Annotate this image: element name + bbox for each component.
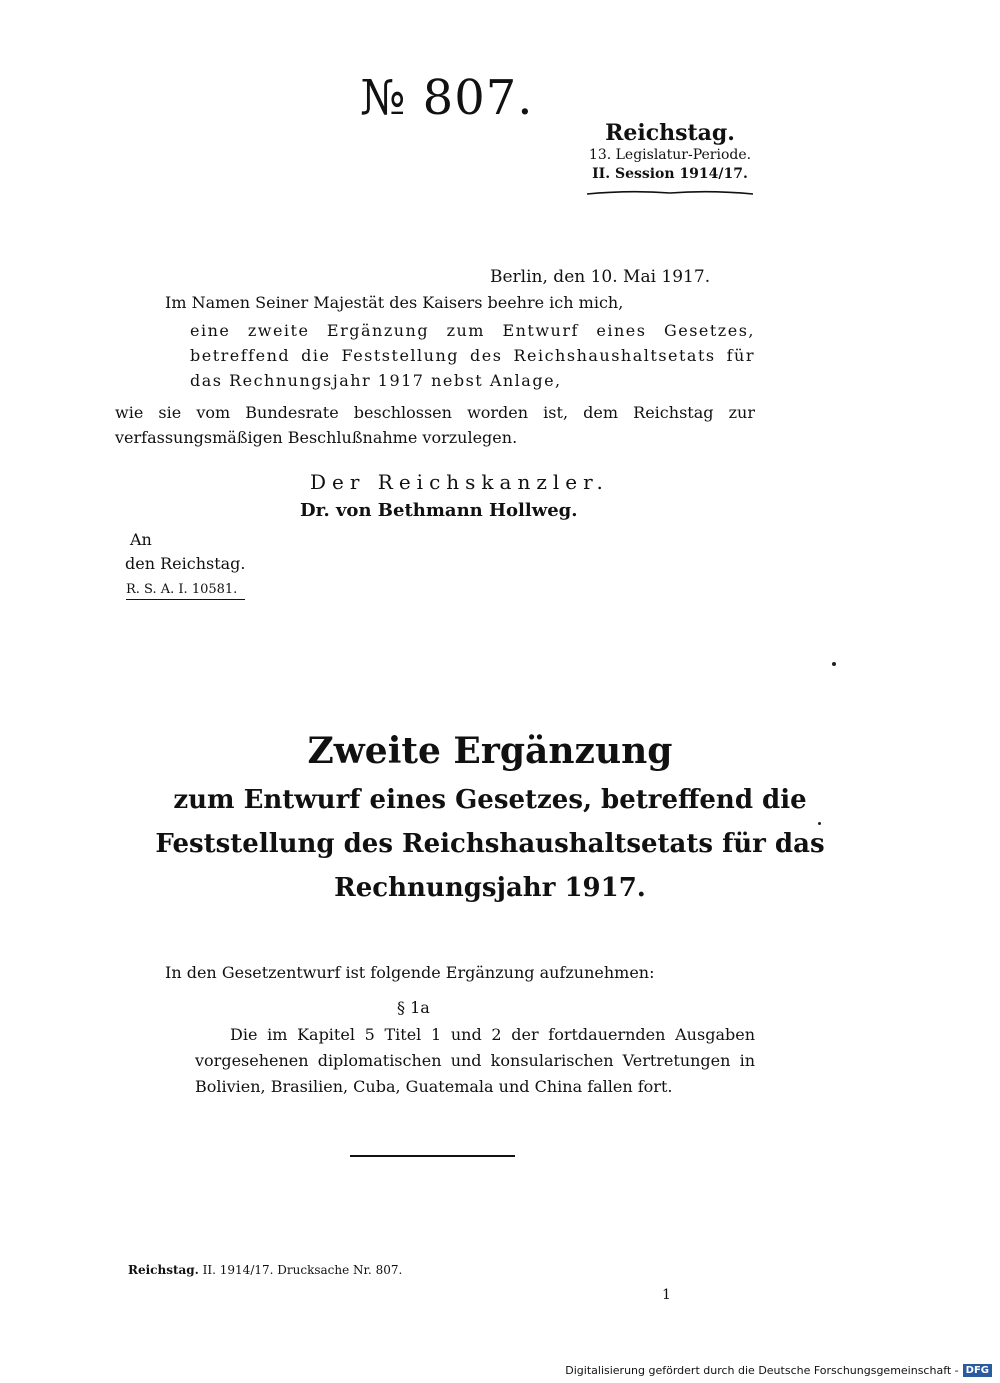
- letter-opening: Im Namen Seiner Majestät des Kaisers beehre ich mich,: [165, 293, 624, 312]
- header-flourish: [585, 188, 755, 198]
- title-line-3: Feststellung des Reichshaushaltsetats für das: [155, 829, 825, 859]
- document-number: № 807.: [360, 70, 534, 126]
- scan-speck: [818, 822, 821, 825]
- reference-number: R. S. A. I. 10581.: [126, 582, 245, 600]
- funding-note-text: Digitalisierung gefördert durch die Deutsche Forschungsgemeinschaft -: [565, 1364, 959, 1377]
- amendment-intro: In den Gesetzentwurf ist folgende Ergänzung aufzunehmen:: [165, 963, 655, 982]
- addressee: den Reichstag.: [125, 554, 246, 573]
- letter-subject: eine zweite Ergänzung zum Entwurf eines Gesetzes, betreffend die Feststellung des Reichshaushaltsetats für das Rechnungsjahr 1917 nebst Anlage,: [190, 321, 755, 390]
- amendment-text: Die im Kapitel 5 Titel 1 und 2 der fortdauernden Ausgaben vorgesehenen diplomatischen und konsularischen Vertretungen in Bolivien, Brasilien, Cuba, Guatemala und China fallen fort.: [195, 1025, 755, 1096]
- funding-note: [565, 1364, 992, 1377]
- letter-date: Berlin, den 10. Mai 1917.: [490, 267, 711, 287]
- dfg-logo: DFG: [963, 1364, 992, 1377]
- footer-source-rest: II. 1914/17. Drucksache Nr. 807.: [202, 1263, 403, 1277]
- title-line-2: zum Entwurf eines Gesetzes, betreffend die: [173, 785, 807, 815]
- page-number: 1: [662, 1287, 671, 1303]
- divider-rule: [350, 1155, 515, 1157]
- title-line-1: Zweite Ergänzung: [307, 730, 673, 772]
- signature-name: Dr. von Bethmann Hollweg.: [300, 500, 578, 521]
- session-header: [580, 120, 760, 198]
- title-line-4: Rechnungsjahr 1917.: [334, 873, 646, 903]
- section-heading: § 1a: [397, 998, 430, 1017]
- footer-source-bold: Reichstag.: [128, 1263, 199, 1277]
- addressee-an: An: [130, 530, 152, 549]
- document-title: [120, 730, 860, 910]
- header-title: Reichstag.: [605, 120, 735, 146]
- signature-title: Der Reichskanzler.: [310, 470, 609, 494]
- scan-speck: [832, 662, 836, 666]
- letter-closing: wie sie vom Bundesrate beschlossen worden ist, dem Reichstag zur verfassungsmäßigen Beschlußnahme vorzulegen.: [115, 403, 755, 447]
- header-session: II. Session 1914/17.: [592, 166, 748, 182]
- header-period: 13. Legislatur-Periode.: [588, 147, 752, 163]
- addressee-block: [125, 528, 246, 602]
- footer-source: [128, 1263, 402, 1277]
